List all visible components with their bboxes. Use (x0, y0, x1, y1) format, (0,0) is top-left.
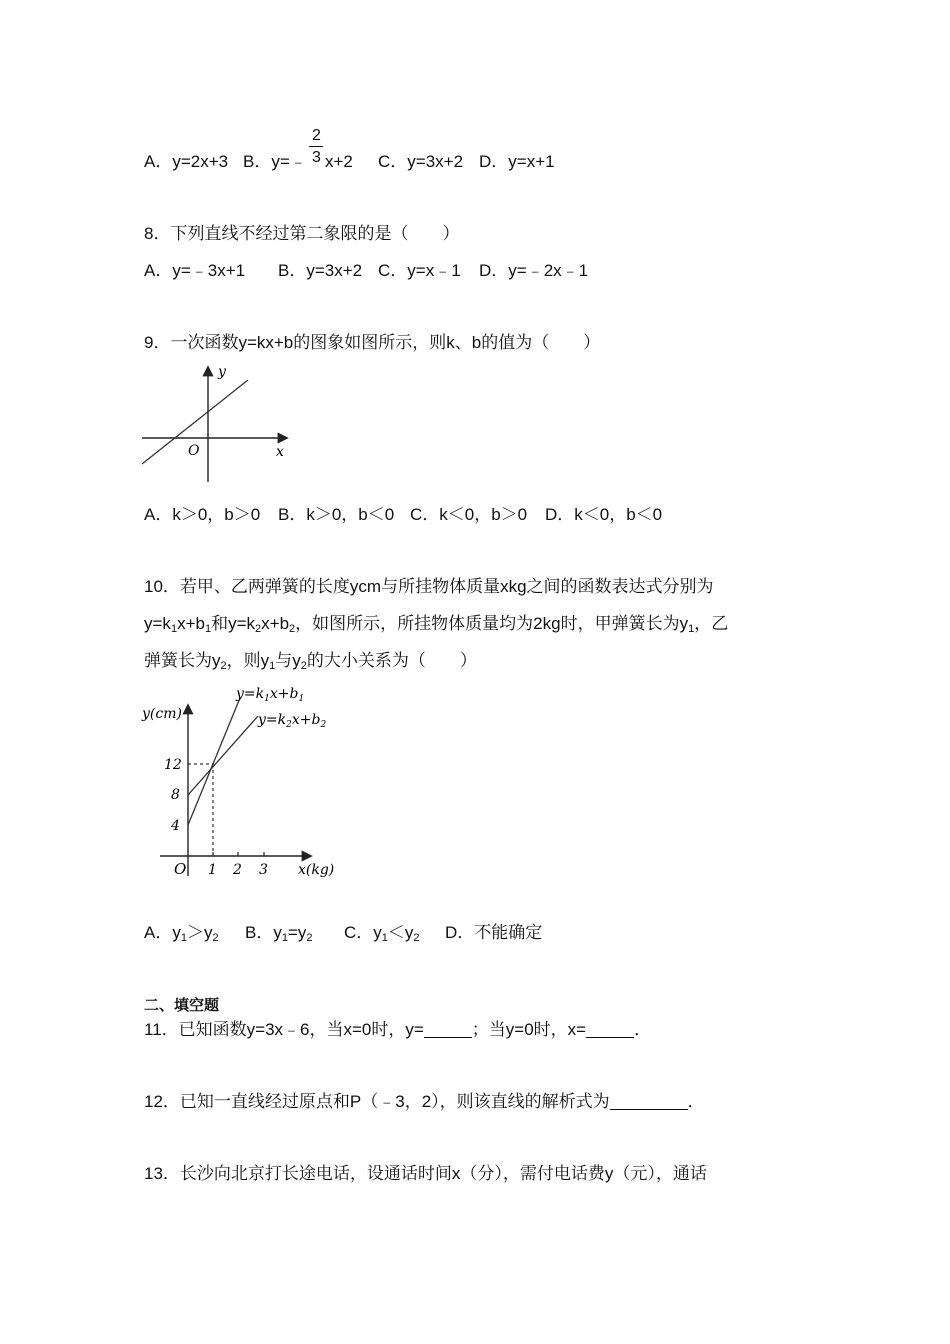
q9-origin-label: O (188, 443, 200, 459)
q11-stem: 11．已知函数y=3x﹣6，当x=0时，y= ；当y=0时，x= ． (144, 1020, 652, 1039)
q10-y-axis-label: y(cm) (142, 706, 182, 722)
q9-x-label: x (276, 444, 284, 460)
q7-fraction-denominator: 3 (312, 149, 321, 166)
q12-stem: 12．已知一直线经过原点和P（﹣3，2），则该直线的解析式为 ． (144, 1092, 705, 1111)
q7-option-a: A．y=2x+3 (144, 152, 229, 171)
q10-option-c: C．$y_1<y_2$ (344, 923, 420, 944)
q10-line-k2 (188, 716, 258, 795)
section-title-fill-in: 二、填空题 (144, 997, 220, 1014)
q10-option-a: A．$y_1>y_2$ (144, 923, 219, 944)
q10-stem-line2: $y=k_1x+b_1$和$y=k_2x+b_2$，如图所示，所挂物体质量均为2kg时，甲弹簧长为$y_1$，乙 (144, 614, 729, 635)
q10-x-tick-1: 1 (208, 862, 217, 878)
q11-blank-x[interactable] (586, 1021, 634, 1038)
q8-option-a: A．y=﹣3x+1 (144, 261, 246, 280)
q10-stem-line3: 弹簧长为$y_2$，则$y_1$与$y_2$的大小关系为（ ） (144, 651, 477, 672)
q10-line-k2-label: $y=k_2x+b_2$ (258, 712, 327, 730)
q10-option-d: D．不能确定 (445, 923, 543, 942)
q9-graph (138, 362, 298, 486)
q7-option-b-suffix: x+2 (325, 152, 353, 171)
q10-line-k1 (188, 698, 240, 825)
q13-stem: 13．长沙向北京打长途电话，设通话时间x（分），需付电话费y（元），通话 (144, 1164, 707, 1183)
q10-x-tick-2: 2 (233, 862, 242, 878)
q12-blank-expression[interactable] (610, 1093, 688, 1110)
q11-blank-y[interactable] (424, 1021, 472, 1038)
q7-fraction-numerator: 2 (312, 127, 321, 144)
q9-y-label: y (218, 364, 226, 380)
q7-option-c: C．y=3x+2 (378, 152, 464, 171)
q9-option-d: D．k＜0，b＜0 (545, 505, 663, 524)
q7-option-b-prefix: B．y=﹣ (243, 152, 307, 171)
q9-option-b: B．k＞0，b＜0 (278, 505, 395, 524)
q9-option-c: C．k＜0，b＞0 (410, 505, 528, 524)
q9-stem: 9．一次函数y=kx+b的图象如图所示，则k、b的值为（ ） (144, 333, 601, 352)
q10-line-k1-label: $y=k_1x+b_1$ (236, 686, 305, 704)
q10-stem-line1: 10．若甲、乙两弹簧的长度ycm与所挂物体质量xkg之间的函数表达式分别为 (144, 577, 714, 596)
q7-option-d: D．y=x+1 (479, 152, 555, 171)
q10-x-tick-3: 3 (259, 862, 268, 878)
q10-option-b: B．$y_1=y_2$ (245, 923, 313, 944)
q10-x-axis-label: x(kg) (298, 862, 335, 878)
q9-option-a: A．k＞0，b＞0 (144, 505, 261, 524)
q10-y-tick-12: 12 (164, 757, 182, 773)
q10-origin-label: O (174, 860, 187, 878)
q8-stem: 8．下列直线不经过第二象限的是（ ） (144, 224, 460, 243)
q8-option-b: B．y=3x+2 (278, 261, 363, 280)
q10-y-tick-4: 4 (171, 818, 180, 834)
q8-option-d: D．y=﹣2x﹣1 (479, 261, 589, 280)
q10-y-tick-8: 8 (171, 787, 180, 803)
q7-fraction-bar (309, 146, 323, 147)
q10-graph (140, 680, 350, 885)
q8-option-c: C．y=x﹣1 (378, 261, 461, 280)
